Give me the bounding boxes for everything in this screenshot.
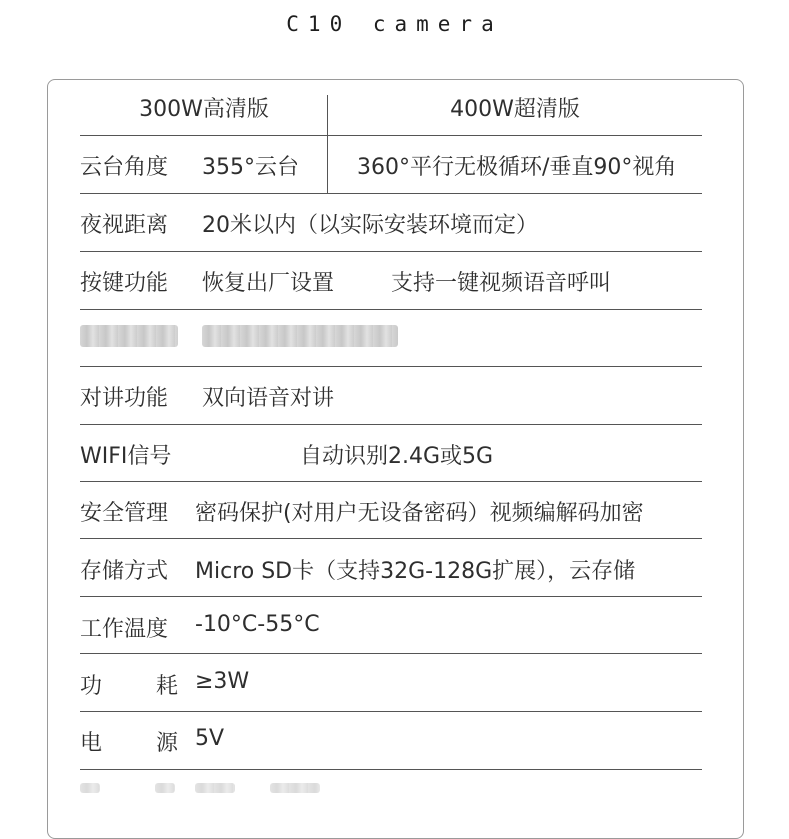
row-label-intercom: 对讲功能 [80,386,169,411]
divider [80,135,702,136]
divider [80,711,702,712]
storage-value: Micro SD卡（支持32G-128G扩展），云存储 [195,559,636,584]
column-divider [327,95,328,193]
divider [80,596,702,597]
label-char: 源 [155,731,178,756]
row-label-power-supply [80,726,178,757]
row-label-night-vision: 夜视距离 [80,213,169,238]
page-title: C10 camera [286,12,503,36]
divider [80,653,702,654]
row-label-storage: 存储方式 [80,559,169,584]
cutoff-row-fragment [155,783,175,793]
wifi-value: 自动识别2.4G或5G [300,444,494,469]
operating-temp-value: -10°C-55°C [195,612,320,637]
divider [80,366,702,367]
cutoff-row-fragment [270,783,320,793]
ptz-angle-400w-value: 360°平行无极循环/垂直90°视角 [357,155,677,180]
cutoff-row-fragment [80,783,100,793]
row-label-button-function: 按键功能 [80,271,169,296]
divider [80,424,702,425]
divider [80,769,702,770]
header-400w: 400W超清版 [450,97,580,122]
label-char: 耗 [155,674,178,699]
label-char: 功 [80,674,103,699]
divider [80,193,702,194]
ptz-angle-300w-value: 355°云台 [202,155,299,180]
row-label-security: 安全管理 [80,501,169,526]
night-vision-value: 20米以内（以实际安装环境而定） [202,213,538,238]
divider [80,251,702,252]
power-consumption-value: ≥3W [195,669,250,694]
intercom-value: 双向语音对讲 [202,386,335,411]
blurred-value [202,325,398,347]
divider [80,538,702,539]
cutoff-row-fragment [195,783,235,793]
label-char: 电 [80,731,103,756]
row-label-ptz-angle: 云台角度 [80,155,169,180]
blurred-label [80,325,178,347]
button-function-reset-value: 恢复出厂设置 [202,271,335,296]
security-value: 密码保护(对用户无设备密码）视频编解码加密 [195,501,644,526]
divider [80,309,702,310]
row-label-power-consumption [80,669,178,700]
button-function-call-value: 支持一键视频语音呼叫 [391,271,612,296]
row-label-wifi: WIFI信号 [80,444,172,469]
header-300w: 300W高清版 [139,97,269,122]
row-label-operating-temp: 工作温度 [80,617,169,642]
power-supply-value: 5V [195,726,225,751]
divider [80,481,702,482]
